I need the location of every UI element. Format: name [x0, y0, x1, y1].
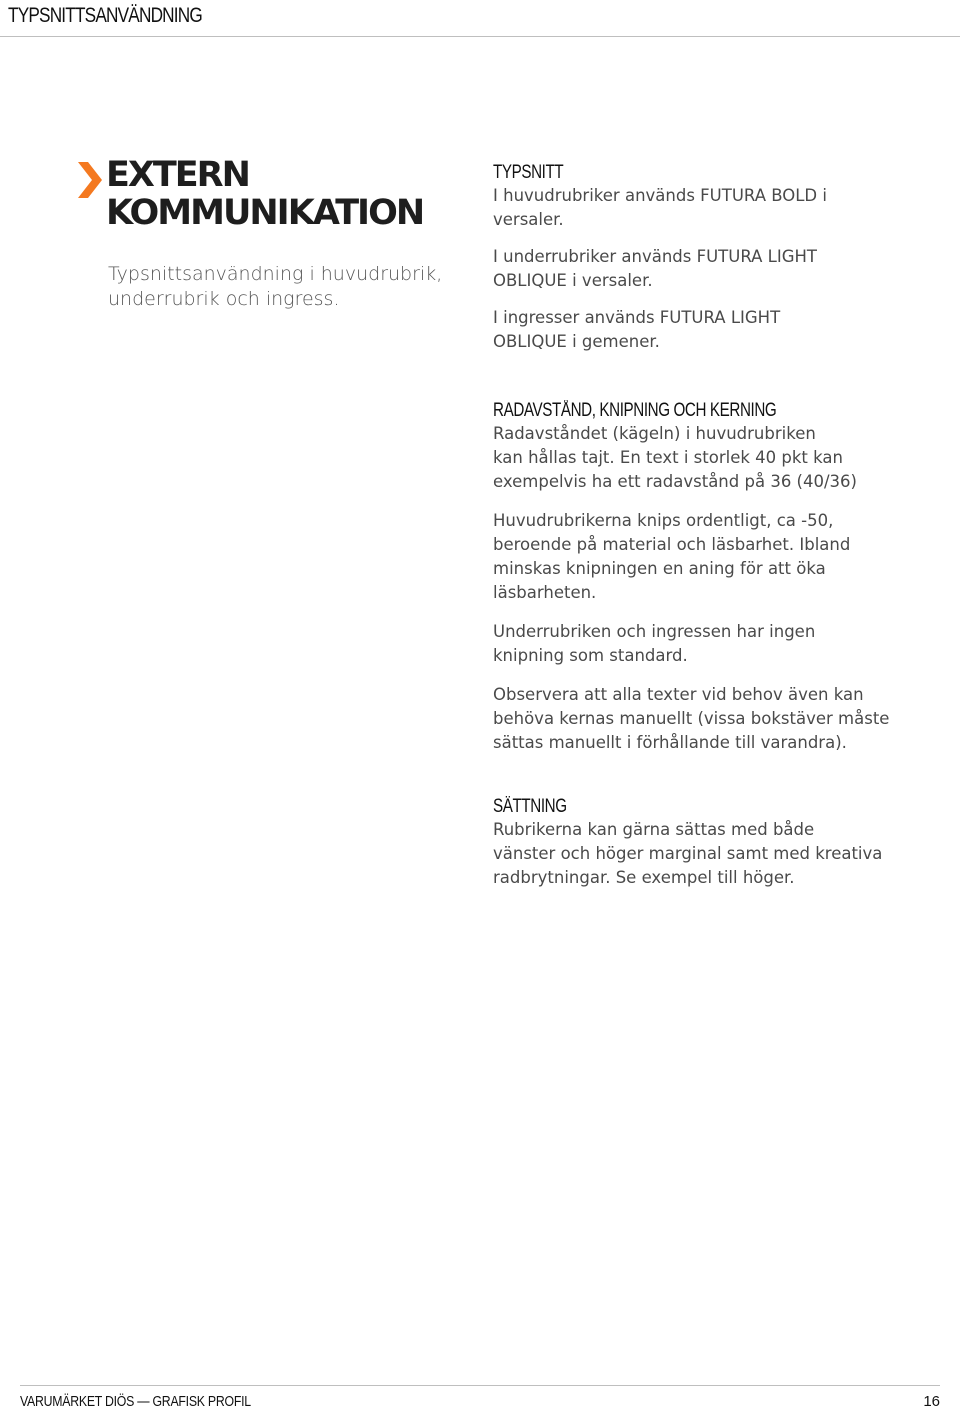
text-line: vänster och höger marginal samt med kreativa [493, 844, 883, 863]
section-typsnitt [493, 162, 913, 354]
text-line: behöva kernas manuellt (vissa bokstäver måste [493, 709, 890, 728]
paragraph [493, 683, 913, 755]
footer-label: VARUMÄRKET DIÖS — GRAFISK PROFIL [20, 1393, 251, 1410]
text-line: versaler. [493, 210, 564, 229]
page-number: 16 [923, 1393, 940, 1410]
main-title-line-1: EXTERN [106, 155, 249, 195]
header-divider [0, 36, 960, 37]
section-sattning [493, 796, 913, 890]
page-header-title: TYPSNITTSANVÄNDNING [8, 4, 202, 27]
paragraph [493, 306, 913, 354]
text-line: Observera att alla texter vid behov även kan [493, 685, 864, 704]
chevron-right-icon [76, 162, 104, 198]
paragraph [493, 818, 913, 890]
text-line: OBLIQUE i versaler. [493, 271, 653, 290]
section-heading: TYPSNITT [493, 162, 564, 183]
lead-line-1: Typsnittsanvändning i huvudrubrik, [108, 263, 443, 285]
text-line: OBLIQUE i gemener. [493, 332, 660, 351]
main-title [106, 156, 423, 232]
text-line: läsbarheten. [493, 583, 597, 602]
main-title-line-2: KOMMUNIKATION [106, 193, 424, 233]
text-line: Radavståndet (kägeln) i huvudrubriken [493, 424, 816, 443]
text-line: Rubrikerna kan gärna sättas med både [493, 820, 815, 839]
section-heading: RADAVSTÅND, KNIPNING OCH KERNING [493, 400, 777, 421]
text-line: Underrubriken och ingressen har ingen [493, 622, 816, 641]
footer-divider [20, 1385, 940, 1386]
intro-lead [108, 262, 443, 312]
text-line: beroende på material och läsbarhet. Ibland [493, 535, 851, 554]
text-line: knipning som standard. [493, 646, 688, 665]
paragraph [493, 509, 913, 605]
text-line: kan hållas tajt. En text i storlek 40 pkt kan [493, 448, 843, 467]
text-line: I huvudrubriker används FUTURA BOLD i [493, 186, 827, 205]
text-line: I ingresser används FUTURA LIGHT [493, 308, 781, 327]
section-heading: SÄTTNING [493, 796, 567, 817]
text-line: I underrubriker används FUTURA LIGHT [493, 247, 817, 266]
text-line: minskas knipningen en aning för att öka [493, 559, 826, 578]
text-line: Huvudrubrikerna knips ordentligt, ca -50, [493, 511, 834, 530]
paragraph [493, 184, 913, 232]
lead-line-2: underrubrik och ingress. [108, 288, 340, 310]
paragraph [493, 422, 913, 494]
text-line: sättas manuellt i förhållande till varandra). [493, 733, 847, 752]
paragraph [493, 245, 913, 293]
section-radavstand [493, 400, 913, 755]
text-line: radbrytningar. Se exempel till höger. [493, 868, 795, 887]
text-line: exempelvis ha ett radavstånd på 36 (40/36) [493, 472, 857, 491]
paragraph [493, 620, 913, 668]
